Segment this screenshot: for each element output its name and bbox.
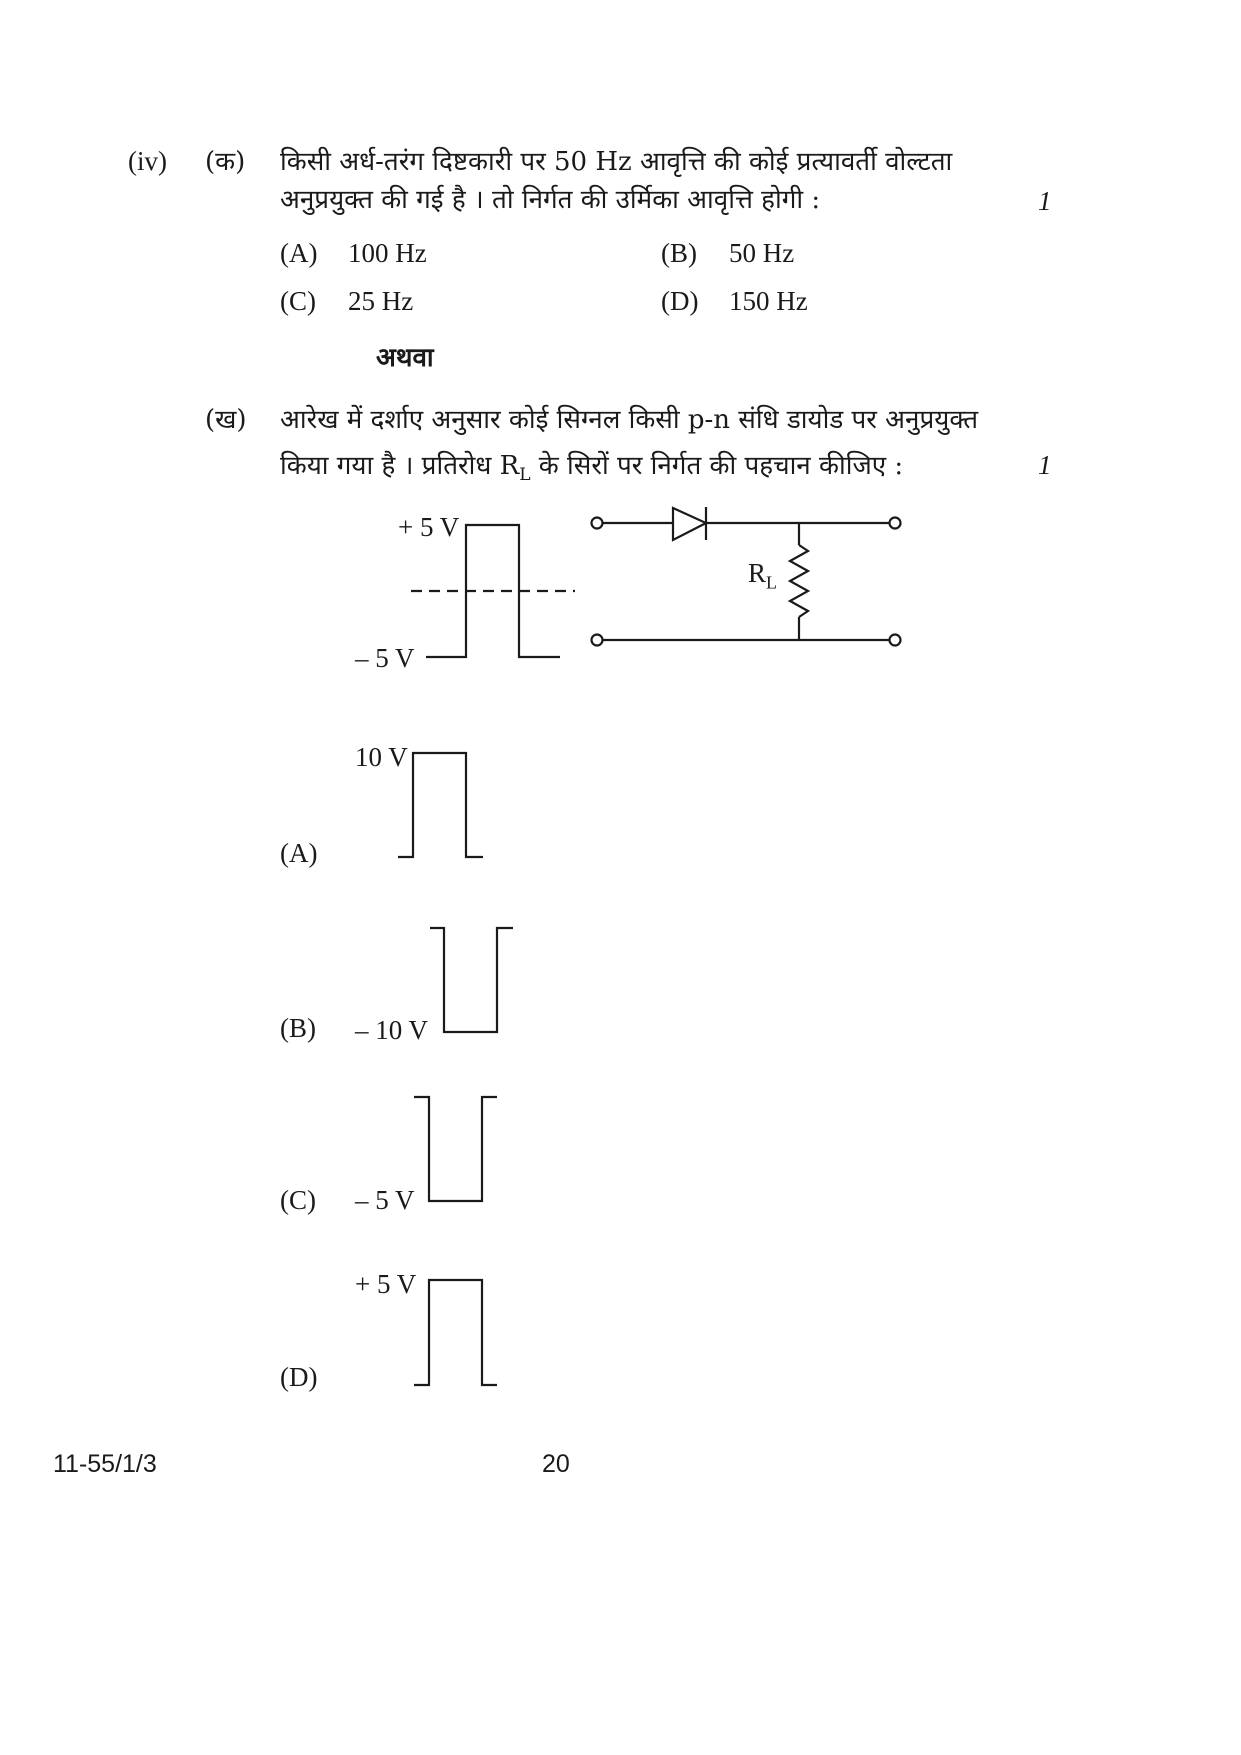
part-a-line2: अनुप्रयुक्त की गई है । तो निर्गत की उर्मिका आवृत्ति होगी : bbox=[280, 185, 821, 215]
part-a-label: (क) bbox=[205, 147, 246, 177]
paper-code: 11-55/1/3 bbox=[53, 1450, 157, 1478]
option-d-text: 150 Hz bbox=[729, 286, 808, 316]
option-c-label: (C) bbox=[280, 286, 316, 316]
question-number: (iv) bbox=[128, 146, 167, 176]
output-a-level: 10 V bbox=[355, 742, 408, 772]
waveform-b bbox=[430, 928, 513, 1032]
option-c-text: 25 Hz bbox=[348, 286, 414, 316]
waveform-c bbox=[414, 1097, 497, 1201]
option-b-label: (B) bbox=[661, 238, 697, 268]
option-b-text: 50 Hz bbox=[729, 238, 795, 268]
output-d-label: (D) bbox=[280, 1362, 318, 1392]
waveform-d bbox=[414, 1280, 497, 1385]
part-b-line2: किया गया है । प्रतिरोध $R_L$ के सिरों पर निर्गत की पहचान कीजिए : bbox=[280, 451, 904, 486]
output-c-label: (C) bbox=[280, 1185, 316, 1215]
option-a-text: 100 Hz bbox=[348, 238, 427, 268]
output-d-level: + 5 V bbox=[355, 1269, 417, 1299]
input-low-label: – 5 V bbox=[355, 643, 415, 673]
resistor-label: $R_L$ bbox=[748, 558, 778, 593]
output-c-level: – 5 V bbox=[355, 1185, 415, 1215]
part-a-marks: 1 bbox=[1038, 186, 1052, 216]
output-a-label: (A) bbox=[280, 838, 318, 868]
part-b-label: (ख) bbox=[205, 405, 247, 435]
part-b-line1: आरेख में दर्शाए अनुसार कोई सिग्नल किसी p-n संधि डायोड पर अनुप्रयुक्त bbox=[280, 405, 979, 435]
part-a-line1: किसी अर्ध-तरंग दिष्टकारी पर 50 Hz आवृत्ति की कोई प्रत्यावर्ती वोल्टता bbox=[280, 147, 953, 177]
option-a-label: (A) bbox=[280, 238, 318, 268]
input-high-label: + 5 V bbox=[398, 512, 460, 542]
output-b-label: (B) bbox=[280, 1013, 316, 1043]
output-b-level: – 10 V bbox=[355, 1015, 429, 1045]
page-number: 20 bbox=[542, 1450, 570, 1478]
option-d-label: (D) bbox=[661, 286, 699, 316]
or-text: अथवा bbox=[376, 343, 434, 373]
part-b-marks: 1 bbox=[1038, 450, 1052, 480]
waveform-a bbox=[398, 753, 483, 857]
